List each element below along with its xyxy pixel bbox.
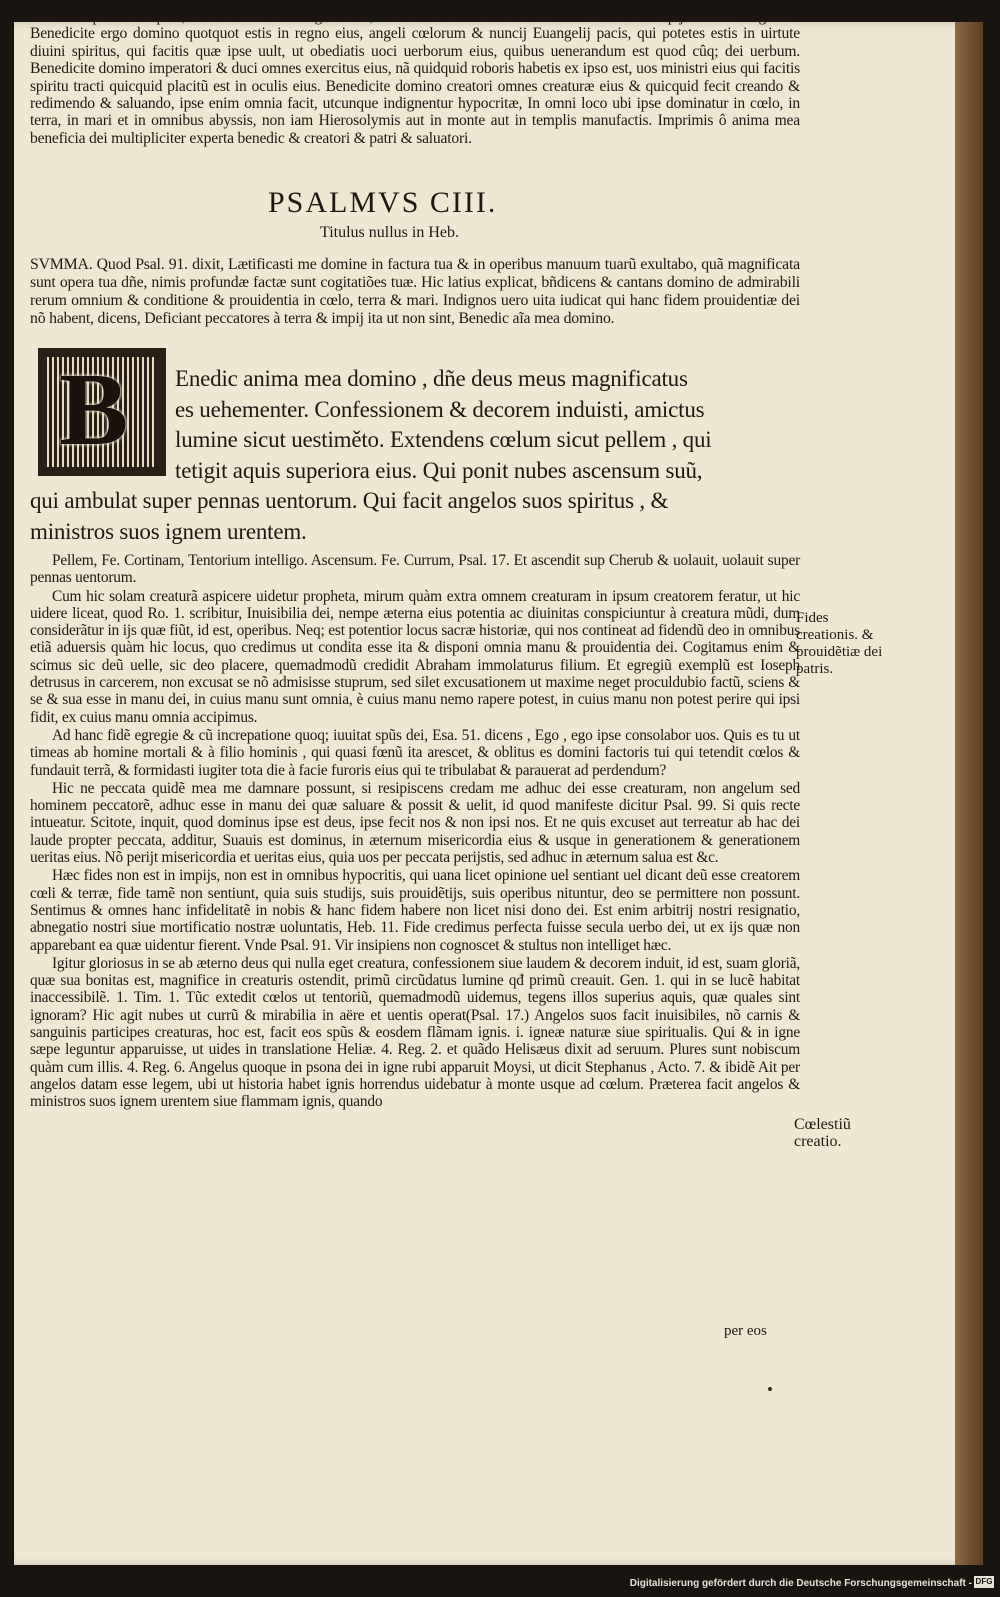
- verse-line: tetigit aquis superiora eius. Qui ponit nubes ascensum suũ,: [175, 457, 703, 483]
- psalm-title: PSALMVS CIII.: [268, 186, 498, 219]
- verse-line: Enedic anima mea domino , dñe deus meus magnificatus: [175, 366, 688, 391]
- commentary-paragraph: Hic ne peccata quidẽ mea me damnare possunt, si resipiscens credam me adhuc dei esse creaturam, non angelum sed hominem peccatorẽ, adhuc esse in manu dei quæ saluare & possit & uelit, id quod manifeste dicitur Psal. 99. Si quis recte intueatur. Scitote, inquit, quod dominus ipse est deus, ipse fecit nos & non ipsi nos. Et ne quis excuset aut terreatur ab hac dei laude propter peccata, additur, Suauis est dominus, in æternum misericordia eius & usque in generationem & generationem ueritas eius. Nõ perijt misericordia et ueritas eius, quia uos per peccata perijstis, sed adhuc in æternum salua est &c.: [30, 779, 800, 867]
- commentary-paragraph: Ad hanc fidẽ egregie & cũ increpatione quoq; iuuitat spũs dei, Esa. 51. dicens , Ego , ego ipse consolabor uos. Quis es tu ut timeas ab homine mortali & à filio hominis , qui quasi fœnũ ita arescet, & oblitus es domini factoris tui qui tetendit cœlos & fundauit terrã, & formidasti iugiter tota die à facie furoris eius qui te tribulabat & parauerat ad perdendum?: [30, 726, 800, 779]
- summa-paragraph: SVMMA. Quod Psal. 91. dixit, Lætificasti me domine in factura tua & in operibus manuum tuarũ exultabo, quã magnificata sunt opera tua dñe, nimis profundæ factæ sunt cogitatiões tuæ. Hic latius explicat, bñdicens & cantans domino de admirabili rerum omnium & conditione & prouidentia in cœlo, terra & mari. Indignos uero uita iudicat qui hanc fidem prouidentiæ dei nõ habent, dicens, Deficiant peccatores à terra & impij ita ut non sint, Benedic aĩa mea domino.: [30, 256, 800, 327]
- page-edge: [955, 22, 983, 1565]
- footer-credit: Digitalisierung gefördert durch die Deutsche Forschungsgemeinschaft -: [629, 1578, 972, 1589]
- psalm-subtitle: Titulus nullus in Heb.: [320, 224, 459, 241]
- verse-line: lumine sicut uestiměto. Extendens cœlum sicut pellem , qui: [175, 427, 712, 452]
- margin-note: Cœlestiũ creatio.: [794, 1116, 851, 1150]
- verse-line: es uehementer. Confessionem & decorem induisti, amictus: [175, 396, 705, 422]
- initial-letter: B: [59, 352, 129, 467]
- commentary-paragraph: Hæc fides non est in impijs, non est in omnibus hypocritis, qui uana licet opinione uel sentiant uel dicant deũ esse creatorem cœli & terræ, fide tamẽ non sentiunt, quia suis studijs, suis prouidẽtijs, suis operibus nituntur, deo se permittere non possunt. Sentimus & omnes hanc infidelitatẽ in nobis & hanc fidem habere non licet nisi dono dei. Est enim arbitrij nostri resignatio, abnegatio nostri siue mortificatio nostræ uoluntatis, Heb. 11. Fide credimus perfecta fuisse secula uerbo dei, ut ex ijs quæ non apparebant ea quæ uidentur fierent. Vnde Psal. 91. Vir insipiens non cognoscet & stultus non intelliget hæc.: [30, 867, 800, 954]
- verse-text: [30, 364, 800, 547]
- verse-line: qui ambulat super pennas uentorum. Qui facit angelos suos spiritus , &: [30, 488, 669, 513]
- margin-note: Fides creationis. & prouidẽtiæ dei patris.: [796, 610, 883, 677]
- commentary-paragraph: Igitur gloriosus in se ab æterno deus qui nulla eget creatura, confessionem siue laudem & decorem induit, id est, suam gloriã, quæ sua bonitas est, magnifice in creaturis ostendit, primũ circũdatus lumine qđ primũ creauit. Gen. 1. qui in se lucẽ habitat inaccessibilẽ. 1. Tim. 1. Tũc extedit cœlos ut tentoriũ, quemadmodũ uidemus, tegens illos superius aquis, quæ quales sint ignoram? Hic agit nubes ut currũ & mirabilia in aëre et uentis operat(Psal. 17.) Angelos suos facit inuisibiles, nõ carnis & sanguinis participes creaturas, hoc est, facit eos spũs & eosdem flãmam ignis. i. igneæ naturæ siue spiritualis. Qui & in igne sæpe leguntur apparuisse, ut uides in translatione Heliæ. 4. Reg. 2. et quãdo Helisæus dixit ad seruum. Plures sunt nobiscum quàm cum illis. 4. Reg. 6. Angelus quoque in psona dei in igne rubi apparuit Moysi, ut dicit Stephanus , Acto. 7. & ibidẽ Ait per angelos datam esse legem, ubi ut historia habet ignis horrendus uidebatur à monte usque ad cœlum. Præterea facit angelos & ministros suos ignem urentem siue flammam ignis, quando: [30, 954, 800, 1111]
- ink-dot: [768, 1387, 772, 1391]
- body-top-text: omnes & pios & impios, illos ut iustificet & glorificet, hos ut excæcet & condemnet. Velint nolint impij dominus regnauit. Benedicite ergo domino quotquot estis in regno eius, angeli cœlorum & nuncij Euangelij pacis, qui potetes estis in uirtute diuini spiritus, qui facitis quæ ipse uult, ut obediatis uoci uerborum eius, quibus uenerandum est quod cûq; dei uerbum. Benedicite domino imperatori & duci omnes exercitus eius, nã quidquid roboris habetis ex ipso est, uos ministri eius qui facitis spiritu tracti quicquid placitũ est in oculis eius. Benedicite domino creatori omnes creaturæ eius & quicquid fecit creando & redimendo & saluando, ipse enim omnia facit, utcunque indignentur hypocritæ, In omni loco ubi ipse dominatur in cœlo, in terra, in mari et in omnibus abyssis, non iam Hierosolymis aut in monte aut in templis manufactis. Imprimis ô anima mea beneficia dei multipliciter experta benedic & creatori & patri & saluatori.: [30, 8, 800, 147]
- commentary: [30, 552, 800, 1112]
- commentary-paragraph: Pellem, Fe. Cortinam, Tentorium intelligo. Ascensum. Fe. Currum, Psal. 17. Et ascendit sup Cherub & uolauit, uolauit super pennas uentorum.: [30, 552, 800, 587]
- commentary-paragraph: Cum hic solam creaturã aspicere uidetur propheta, mirum quàm extra omnem creaturam in ipsum creatorem feratur, ut hic uidere liceat, quod Ro. 1. scribitur, Inuisibilia dei, nempe æterna eius potentia ac diuinitas conspiciuntur à creatura mũdi, dum considerãtur in ijs quæ fiũt, id est, operibus. Neq; est potentior locus sacræ historiæ, qui nos contineat ad fidendũ deo in omnibus etiã aduersis quàm hic locus, quo credimus ut condita esse ita & disponi omnia manu & prouidentia dei. Cogitamus enim & scimus sic deũ uelle, sic deo placere, quemadmodũ credidit Abraham immolaturus filium. Et egregiũ exemplũ est Ioseph detrusus in carcerem, non excusat se nõ admisisse stuprum, sed silet excusationem ut maxime neget proculdubio factũ, sciens & se & sua esse in manu dei, in cuius manu sunt omnia, è cuius manu nemo rapere potest, in cuius manu non potest perire qui ipsi fidit, ex cuius manu omnia accipimus.: [30, 587, 800, 726]
- dfg-logo: DFG: [975, 1577, 993, 1586]
- verse-line: ministros suos ignem urentem.: [30, 518, 307, 544]
- catchword: per eos: [724, 1323, 767, 1339]
